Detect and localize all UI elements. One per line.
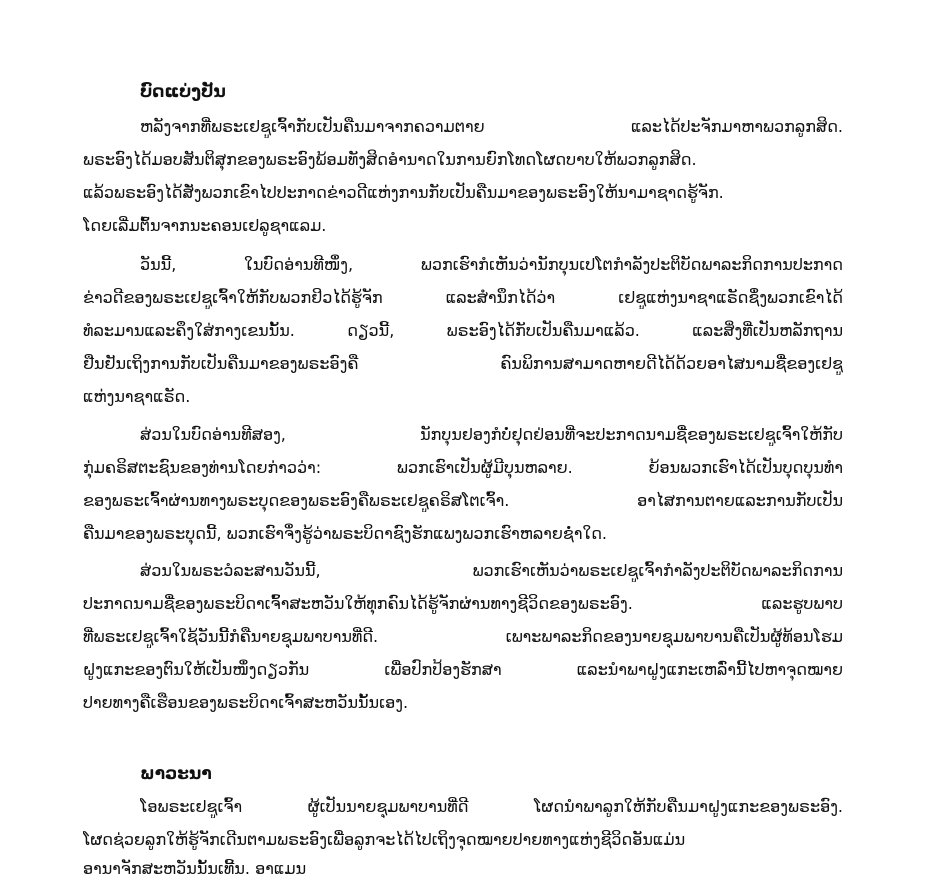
paragraph-line: ຂອງພຣະເຈົ້າຜ່ານທາງພຣະບຸດຂອງພຣະອົງຄືພຣະເຢຊູຄຣິສໂຕເຈົ້າ. ອາໄສການຕາຍແລະການກັບເປັນ: [83, 491, 843, 510]
paragraph-line: ຫລັງຈາກທີ່ພຣະເຢຊູເຈົ້າກັບເປັນຄືນມາຈາກຄວາມຕາຍ ແລະໄດ້ປະຈັກມາຫາພວກລູກສິດ.: [140, 117, 843, 136]
paragraph-line: ປາຍທາງຄືເຮືອນຂອງພຣະບິດາເຈົ້າສະຫວັນນັ້ນເອງ.: [83, 693, 409, 712]
paragraph-line: ຢືນຢັນເຖິງການກັບເປັນຄືນມາຂອງພຣະອົງຄື ຄົນພິການສາມາດຫາຍດີໄດ້ດ້ວຍອາໄສນາມຊື່ຂອງເຢຊູ: [83, 354, 843, 373]
paragraph-line: ຝູງແກະຂອງຕົນໃຫ້ເປັນໜຶ່ງດຽວກັນ ເພື່ອປົກປ້ອງຮັກສາ ແລະນຳພາຝູງແກະເຫລົ່ານີ້ໄປຫາຈຸດໝາຍ: [83, 660, 843, 679]
paragraph-line: ແລ້ວພຣະອົງໄດ້ສັ່ງພວກເຂົາໄປປະກາດຂ່າວດີແຫ່ງການກັບເປັນຄືນມາຂອງພຣະອົງໃຫ້ນາມາຊາດຮູ້ຈັກ.: [83, 183, 724, 202]
paragraph-line: ໂດຍເລີ່ມຕົ້ນຈາກນະຄອນເຢລູຊາແລມ.: [83, 216, 327, 235]
prayer-line: ໂອພຣະເຢຊູເຈົ້າ ຜູ້ເປັນນາຍຊຸມພາບານທີ່ດີ ໂຜດນຳພາລູກໃຫ້ກັບຄືນມາຝູງແກະຂອງພຣະອົງ.: [140, 797, 843, 816]
paragraph-line: ແຫ່ງນາຊາແຣັດ.: [83, 387, 191, 406]
paragraph-line: ພຣະອົງໄດ້ມອບສັນຕິສຸກຂອງພຣະອົງພ້ອມທັງສິດອຳນາດໃນການຍົກໂທດໂຜດບາບໃຫ້ພວກລູກສິດ.: [83, 150, 697, 169]
paragraph-line: ວັນນີ້, ໃນບົດອ່ານທີໜຶ່ງ, ພວກເຮົາກໍເຫັນວ່ານັກບຸນເປໂຕກຳລັງປະຕິບັດພາລະກິດການປະກາດ: [140, 255, 843, 274]
paragraph-line: ຂ່າວດີຂອງພຣະເຢຊູເຈົ້າໃຫ້ກັບພວກຢິວໄດ້ຮູ້ຈັກ ແລະສຳນຶກໄດ້ວ່າ ເຢຊູແຫ່ງນາຊາແຣັດຊຶ່ງພວກເຂົາໄດ້: [83, 288, 843, 307]
section-heading-prayer: ພາວະນາ: [140, 764, 212, 784]
paragraph-line: ຄືນມາຂອງພຣະບຸດນີ້, ພວກເຮົາຈຶ່ງຮູ້ວ່າພຣະບິດາຊົງຮັກແພງພວກເຮົາຫລາຍຊ່ຳໃດ.: [83, 524, 608, 543]
prayer-line: ໂຜດຊ່ວຍລູກໃຫ້ຮູ້ຈັກເດີນຕາມພຣະອົງເພື່ອລູກຈະໄດ້ໄປເຖິງຈຸດໝາຍປາຍທາງແຫ່ງຊີວິດອັນແມ່ນ: [83, 830, 686, 849]
section-heading-reflection: ບົດແບ່ງປັນ: [140, 82, 226, 102]
paragraph-line: ປະກາດນາມຊື່ຂອງພຣະບິດາເຈົ້າສະຫວັນໃຫ້ທຸກຄົນໄດ້ຮູ້ຈັກຜ່ານທາງຊີວິດຂອງພຣະອົງ. ແລະຮູບພາບ: [83, 594, 843, 613]
prayer-line: ອານາຈັກສະຫວັນນັ້ນເທີ້ນ. ອາແມນ: [83, 859, 307, 878]
paragraph-line: ທໍລະມານແລະຄຶງໃສ່ກາງເຂນນັ້ນ. ດຽວນີ້, ພຣະອົງໄດ້ກັບເປັນຄືນມາແລ້ວ. ແລະສິ່ງທີ່ເປັນຫລັກຖານ: [83, 321, 843, 340]
paragraph-line: ສ່ວນໃນບົດອ່ານທີສອງ, ນັກບຸນຢອງກໍບໍ່ຢຸດຢ່ອນທີ່ຈະປະກາດນາມຊື່ຂອງພຣະເຢຊູເຈົ້າໃຫ້ກັບ: [140, 425, 843, 444]
paragraph-line: ສ່ວນໃນພຣະວໍລະສານວັນນີ້, ພວກເຮົາເຫັນວ່າພຣະເຢຊູເຈົ້າກຳລັງປະຕິບັດພາລະກິດການ: [140, 561, 843, 580]
paragraph-line: ກຸ່ມຄຣິສຕະຊົນຂອງທ່ານໂດຍກ່າວວ່າ: ພວກເຮົາເປັນຜູ້ມີບຸນຫລາຍ. ຍ້ອນພວກເຮົາໄດ້ເປັນບຸດບຸນທຳ: [83, 458, 843, 477]
paragraph-line: ທີ່ພຣະເຢຊູເຈົ້າໃຊ້ວັນນີ້ກໍຄືນາຍຊຸມພາບານທີ່ດີ. ເພາະພາລະກິດຂອງນາຍຊຸມພາບານຄືເປັນຜູ້ທ້ອນໂຮມ: [83, 627, 843, 646]
